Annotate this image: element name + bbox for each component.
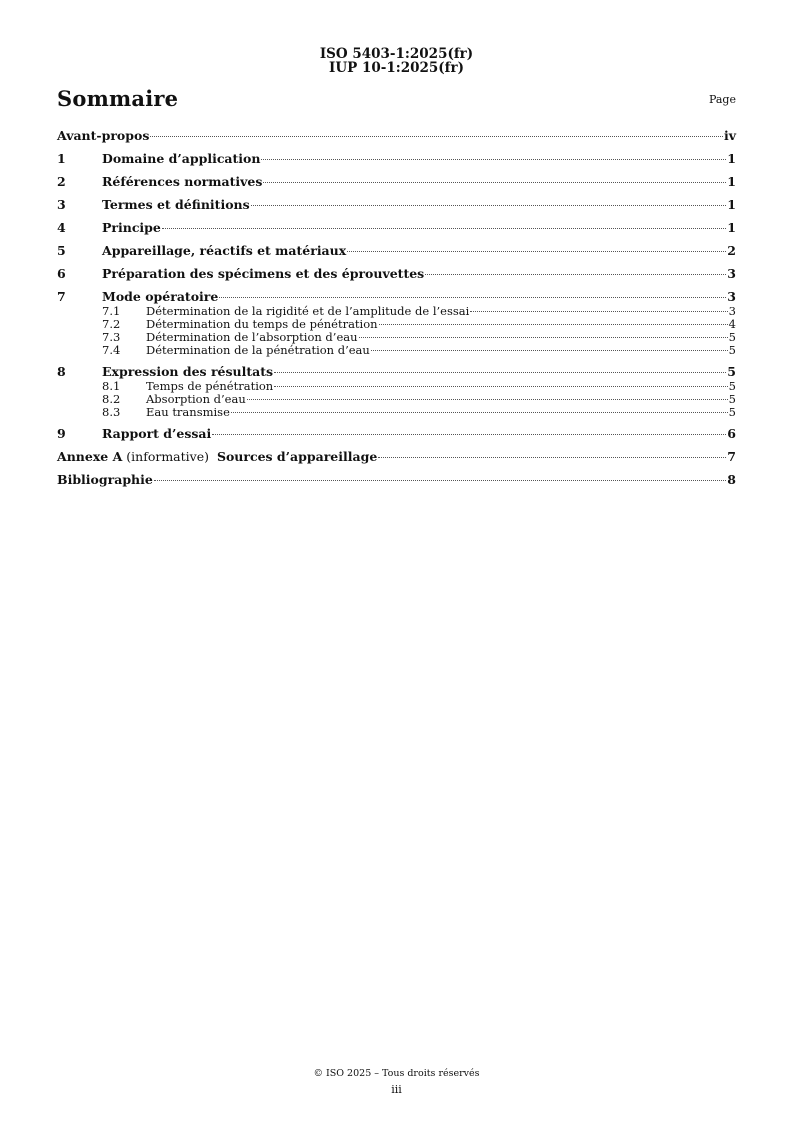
- toc-entry-page: 8: [727, 472, 736, 487]
- toc-entry-2[interactable]: [57, 174, 736, 190]
- toc-entry-number: 6: [57, 266, 66, 281]
- dot-leader: [154, 480, 726, 481]
- dot-leader: [274, 386, 727, 387]
- toc-entry-number: 3: [57, 197, 66, 212]
- toc-entry-number: 8.1: [102, 379, 121, 393]
- toc-entry-label: Appareillage, réactifs et matériaux: [102, 243, 347, 258]
- toc-entry-number: 4: [57, 220, 66, 235]
- toc-entry-8-3[interactable]: [57, 406, 736, 419]
- toc-entry-number: 8: [57, 364, 66, 379]
- toc-entry-page: 6: [727, 426, 736, 441]
- toc-entry-label: Termes et définitions: [102, 197, 250, 212]
- toc-title: Sommaire: [57, 86, 179, 111]
- toc-entry-label: Détermination du temps de pénétration: [146, 317, 378, 331]
- toc-entry-page: 5: [728, 379, 736, 393]
- toc-entry-page: 5: [727, 364, 736, 379]
- toc-entry-number: 1: [57, 151, 66, 166]
- toc-entry-6[interactable]: [57, 266, 736, 282]
- toc-entry-page: 4: [728, 317, 736, 331]
- toc-entry-label: Temps de pénétration: [146, 379, 274, 393]
- toc-entry-label: Principe: [102, 220, 161, 235]
- dot-leader: [379, 324, 728, 325]
- dot-leader: [263, 182, 726, 183]
- toc-entry-label: Mode opératoire: [102, 289, 219, 304]
- toc-entry-page: 7: [727, 449, 736, 464]
- toc-entry-number: 7: [57, 289, 66, 304]
- toc-entry-page: iv: [723, 128, 736, 143]
- toc-entry-annexe-a[interactable]: [57, 449, 736, 465]
- toc-entry-9[interactable]: [57, 426, 736, 442]
- dot-leader: [470, 311, 727, 312]
- dot-leader: [378, 457, 726, 458]
- toc-entry-1[interactable]: [57, 151, 736, 167]
- toc-entry-page: 3: [727, 289, 736, 304]
- toc-entry-page: 3: [727, 266, 736, 281]
- page-column-label: Page: [708, 93, 736, 106]
- toc-entry-page: 3: [728, 304, 736, 318]
- toc-entry-page: 5: [728, 405, 736, 419]
- toc-entry-page: 5: [728, 392, 736, 406]
- dot-leader: [162, 228, 726, 229]
- dot-leader: [219, 297, 726, 298]
- toc-entry-7[interactable]: [57, 289, 736, 305]
- toc-entry-page: 1: [727, 174, 736, 189]
- toc-entry-label: Expression des résultats: [102, 364, 274, 379]
- dot-leader: [261, 159, 726, 160]
- copyright-notice: © ISO 2025 – Tous droits réservés: [313, 1068, 480, 1079]
- toc-entry-label: Détermination de la rigidité et de l’amplitude de l’essai: [146, 304, 470, 318]
- toc-entry-number: 5: [57, 243, 66, 258]
- toc-entry-number: 7.3: [102, 330, 121, 344]
- dot-leader: [371, 350, 728, 351]
- toc-entry-page: 5: [728, 343, 736, 357]
- standard-number-iup: IUP 10-1:2025(fr): [329, 60, 464, 76]
- toc-entry-label: Références normatives: [102, 174, 263, 189]
- toc-entry-number: 8.3: [102, 405, 121, 419]
- toc-entry-label: Sources d’appareillage: [216, 449, 378, 464]
- page-footer: [0, 1067, 793, 1097]
- toc-entry-label: Bibliographie: [57, 472, 153, 487]
- toc-entry-number: 7.2: [102, 317, 121, 331]
- toc-entry-label: Préparation des spécimens et des éprouvettes: [102, 266, 425, 281]
- toc-entry-label: Détermination de la pénétration d’eau: [146, 343, 370, 357]
- toc-entry-avant-propos[interactable]: [57, 128, 736, 144]
- dot-leader: [347, 251, 726, 252]
- dot-leader: [231, 412, 728, 413]
- toc-entry-4[interactable]: [57, 220, 736, 236]
- standard-number-iso: ISO 5403-1:2025(fr): [319, 46, 474, 62]
- table-of-contents: [57, 128, 736, 488]
- dot-leader: [212, 434, 726, 435]
- dot-leader: [150, 136, 723, 137]
- toc-entry-page: 5: [728, 330, 736, 344]
- toc-entry-number: 7.1: [102, 304, 121, 318]
- dot-leader: [274, 372, 726, 373]
- toc-entry-number: 9: [57, 426, 66, 441]
- toc-entry-label: Avant-propos: [57, 128, 150, 143]
- dot-leader: [247, 399, 728, 400]
- annex-note: (informative): [122, 449, 217, 464]
- toc-entry-label: Détermination de l’absorption d’eau: [146, 330, 358, 344]
- toc-entry-7-4[interactable]: [57, 344, 736, 357]
- toc-entry-number: 2: [57, 174, 66, 189]
- page-number: iii: [391, 1083, 402, 1096]
- toc-entry-number: 8.2: [102, 392, 121, 406]
- document-header: [0, 47, 793, 75]
- toc-entry-8[interactable]: [57, 364, 736, 380]
- toc-entry-5[interactable]: [57, 243, 736, 259]
- dot-leader: [359, 337, 728, 338]
- toc-entry-page: 1: [727, 151, 736, 166]
- toc-entry-label-group: [57, 449, 377, 465]
- toc-entry-page: 1: [727, 197, 736, 212]
- toc-entry-page: 1: [727, 220, 736, 235]
- dot-leader: [425, 274, 726, 275]
- toc-entry-label: Eau transmise: [146, 405, 230, 419]
- toc-entry-label: Domaine d’application: [102, 151, 261, 166]
- toc-entry-label: Rapport d’essai: [102, 426, 212, 441]
- toc-entry-bibliographie[interactable]: [57, 472, 736, 488]
- toc-entry-3[interactable]: [57, 197, 736, 213]
- toc-entry-label: Absorption d’eau: [146, 392, 246, 406]
- annex-prefix: Annexe A: [57, 449, 123, 464]
- toc-entry-page: 2: [727, 243, 736, 258]
- toc-entry-number: 7.4: [102, 343, 121, 357]
- dot-leader: [251, 205, 727, 206]
